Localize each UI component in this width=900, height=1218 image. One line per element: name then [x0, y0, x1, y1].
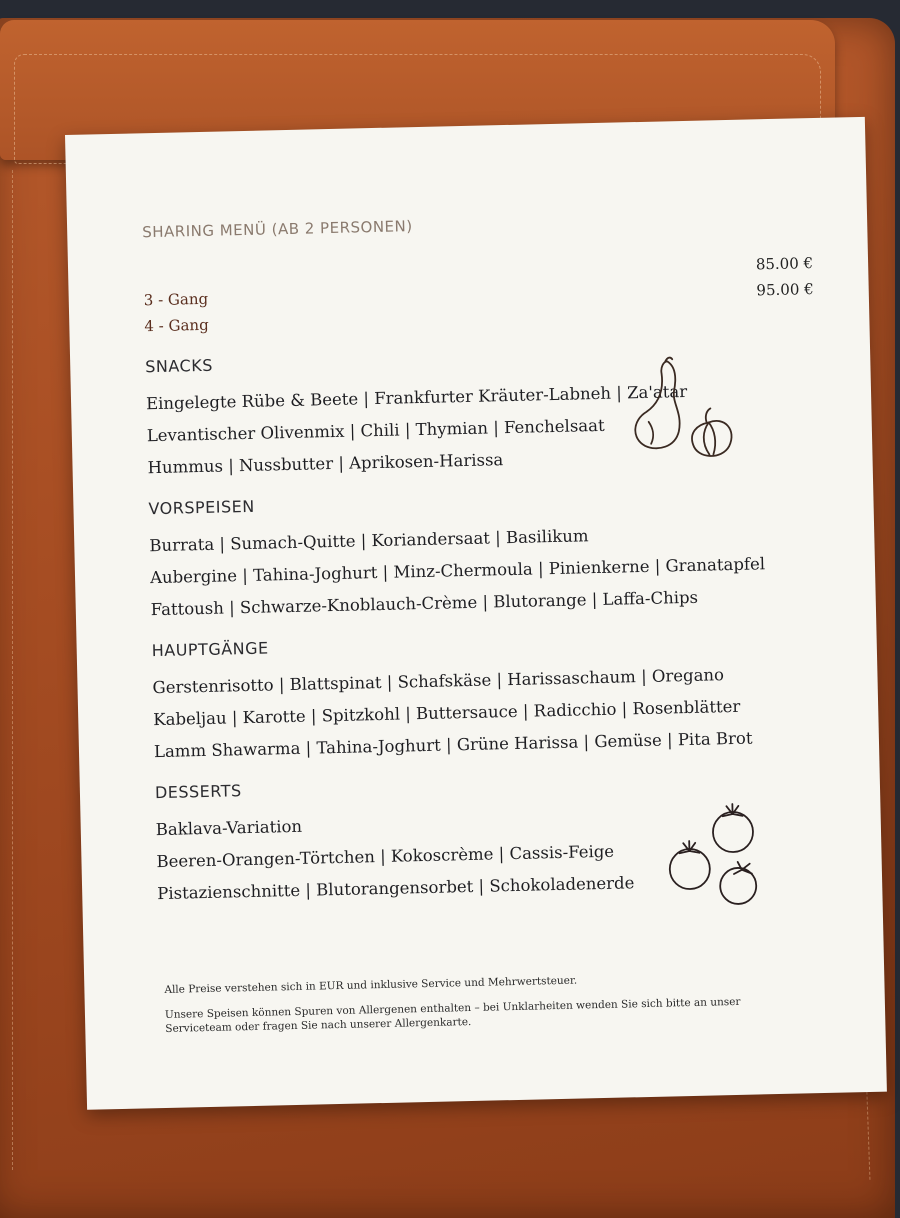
- section-title: HAUPTGÄNGE: [151, 638, 269, 661]
- menu-item: Kabeljau | Karotte | Spitzkohl | Buttersauce | Radicchio | Rosenblätter: [153, 696, 741, 730]
- menu-item: Hummus | Nussbutter | Aprikosen-Harissa: [147, 450, 504, 478]
- menu-item: Eingelegte Rübe & Beete | Frankfurter Kräuter-Labneh | Za'atar: [145, 381, 688, 414]
- section-title: SNACKS: [145, 355, 214, 377]
- course-prices: [143, 240, 834, 336]
- section-vorspeisen: [148, 484, 841, 620]
- menu-sheet: [65, 117, 887, 1110]
- allergen-note: Unsere Speisen können Spuren von Allergenen enthalten – bei Unklarheiten wenden Sie sich bitte an unser Serviceteam oder fragen Sie nach unserer Allergenkarte.: [164, 995, 741, 1036]
- section-title: VORSPEISEN: [148, 496, 255, 519]
- menu-item: Fattoush | Schwarze-Knoblauch-Crème | Blutorange | Laffa-Chips: [150, 587, 699, 620]
- menu-item: Beeren-Orangen-Törtchen | Kokoscrème | Cassis-Feige: [156, 841, 615, 872]
- menu-footer: [164, 969, 795, 1047]
- course-3-price: 85.00 €: [755, 254, 814, 274]
- section-hauptgaenge: [152, 626, 845, 762]
- gourd-illustration-icon: [615, 350, 748, 483]
- folder-stitching-left: [12, 170, 14, 1170]
- section-title: DESSERTS: [154, 781, 242, 803]
- sharing-menu-title: SHARING MENÜ (AB 2 PERSONEN): [142, 217, 413, 242]
- menu-item: Levantischer Olivenmix | Chili | Thymian | Fenchelsaat: [146, 415, 605, 446]
- price-note: Alle Preise verstehen sich in EUR und inklusive Service und Mehrwertsteuer.: [164, 974, 578, 996]
- menu-item: Baklava-Variation: [155, 816, 303, 840]
- course-4-price: 95.00 €: [756, 280, 814, 300]
- menu-item: Lamm Shawarma | Tahina-Joghurt | Grüne Harissa | Gemüse | Pita Brot: [153, 728, 753, 762]
- menu-item: Pistazienschnitte | Blutorangensorbet | Schokoladenerde: [157, 873, 635, 904]
- tomatoes-illustration-icon: [660, 799, 783, 922]
- menu-item: Burrata | Sumach-Quitte | Koriandersaat | Basilikum: [149, 526, 589, 556]
- course-3-label: 3 - Gang: [143, 289, 209, 310]
- menu-item: Gerstenrisotto | Blattspinat | Schafskäse | Harissaschaum | Oregano: [152, 665, 725, 698]
- course-4-label: 4 - Gang: [144, 315, 209, 336]
- menu-item: Aubergine | Tahina-Joghurt | Minz-Chermoula | Pinienkerne | Granatapfel: [149, 554, 766, 588]
